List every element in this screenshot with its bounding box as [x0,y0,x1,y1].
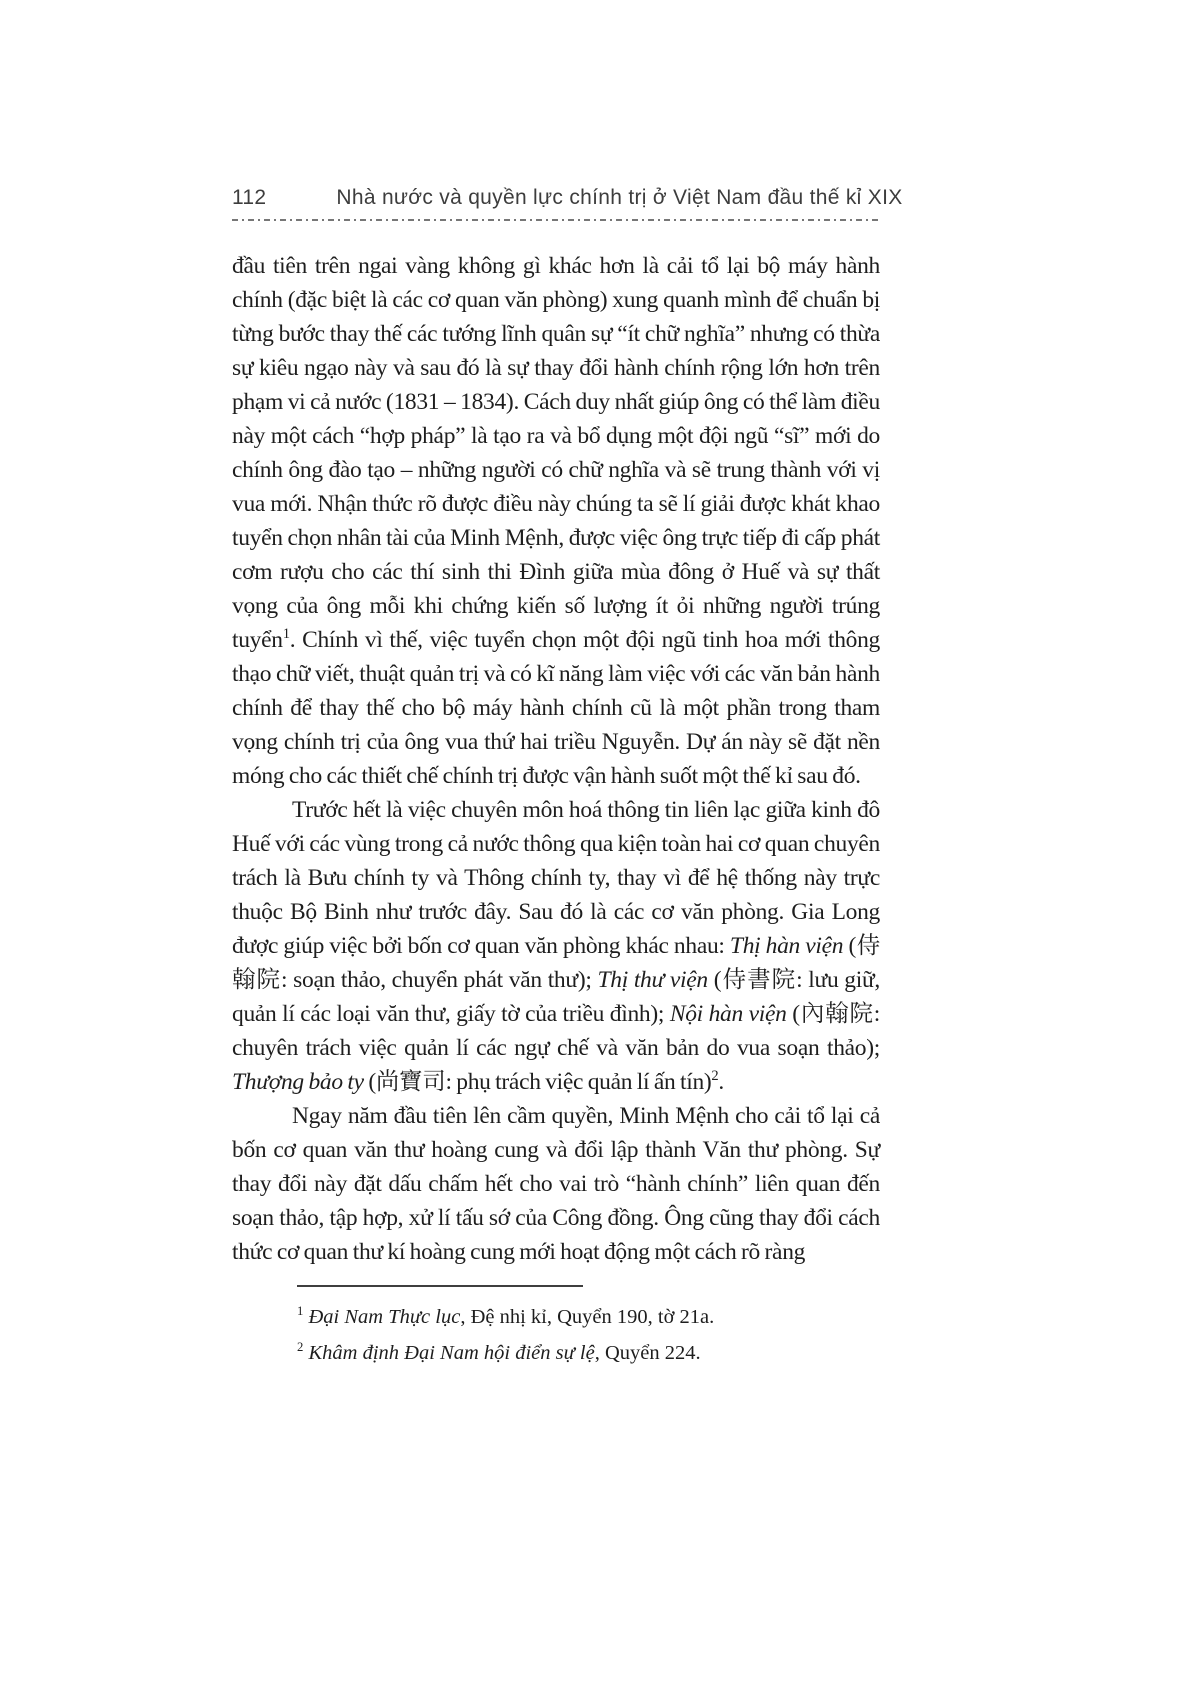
paragraph: Ngay năm đầu tiên lên cầm quyền, Minh Mệnh cho cải tổ lại cả bốn cơ quan văn thư hoàng cung và đổi lập thành Văn thư phòng. Sự thay đổi này đặt dấu chấm hết cho vai trò “hành chính” liên quan đến soạn thảo, tập hợp, xử lí tấu sớ của Công đồng. Ông cũng thay đổi cách thức cơ quan thư kí hoàng cung mới hoạt động một cách rõ ràng [232,1103,880,1265]
paragraph: Trước hết là việc chuyên môn hoá thông tin liên lạc giữa kinh đô Huế với các vùng trong cả nước thông qua kiện toàn hai cơ quan chuyên trách là Bưu chính ty và Thông chính ty, thay vì để hệ thống này trực thuộc Bộ Binh như trước đây. Sau đó là các cơ văn phòng. Gia Long được giúp việc bởi bốn cơ quan văn phòng khác nhau: Thị hàn viện (侍翰院: soạn thảo, chuyển phát văn thư); Thị thư viện (侍書院: lưu giữ, quản lí các loại văn thư, giấy tờ của triều đình); Nội hàn viện (內翰院: chuyên trách việc quản lí các ngự chế và văn bản do vua soạn thảo); Thượng bảo ty (尚寶司: phụ trách việc quản lí ấn tín)$^2$. [232,797,881,1095]
page-header [232,186,903,210]
footnote-list [232,1301,880,1370]
page-content [232,186,903,1373]
header-divider [232,219,880,221]
footnote-divider [297,1285,583,1287]
body-text [232,249,880,1269]
paragraph: đầu tiên trên ngai vàng không gì khác hơn là cải tổ lại bộ máy hành chính (đặc biệt là các cơ quan văn phòng) xung quanh mình để chuẩn bị từng bước thay thế các tướng lĩnh quân sự “ít chữ nghĩa” nhưng có thừa sự kiêu ngạo này và sau đó là sự thay đổi hành chính rộng lớn hơn trên phạm vi cả nước (1831 – 1834). Cách duy nhất giúp ông có thể làm điều này một cách “hợp pháp” là tạo ra và bổ dụng một đội ngũ “sĩ” mới do chính ông đào tạo – những người có chữ nghĩa và sẽ trung thành với vị vua mới. Nhận thức rõ được điều này chúng ta sẽ lí giải được khát khao tuyển chọn nhân tài của Minh Mệnh, được việc ông trực tiếp đi cấp phát cơm rượu cho các thí sinh thi Đình giữa mùa đông ở Huế và sự thất vọng của ông mỗi khi chứng kiến số lượng ít ỏi những người trúng tuyển$^1$. Chính vì thế, việc tuyển chọn một đội ngũ tinh hoa mới thông thạo chữ viết, thuật quản trị và có kĩ năng làm việc với các văn bản hành chính để thay thế cho bộ máy hành chính cũ là một phần trong tham vọng chính trị của ông vua thứ hai triều Nguyễn. Dự án này sẽ đặt nền móng cho các thiết chế chính trị được vận hành suốt một thế kỉ sau đó. [232,253,880,789]
page-number: 112 [232,186,267,209]
running-title: Nhà nước và quyền lực chính trị ở Việt Nam đầu thế kỉ XIX [336,186,903,209]
footnote: $^1$ Đại Nam Thực lục, Đệ nhị kỉ, Quyển 190, tờ 21a. [297,1304,715,1328]
footnote: $^2$ Khâm định Đại Nam hội điển sự lệ, Quyển 224. [297,1340,701,1364]
